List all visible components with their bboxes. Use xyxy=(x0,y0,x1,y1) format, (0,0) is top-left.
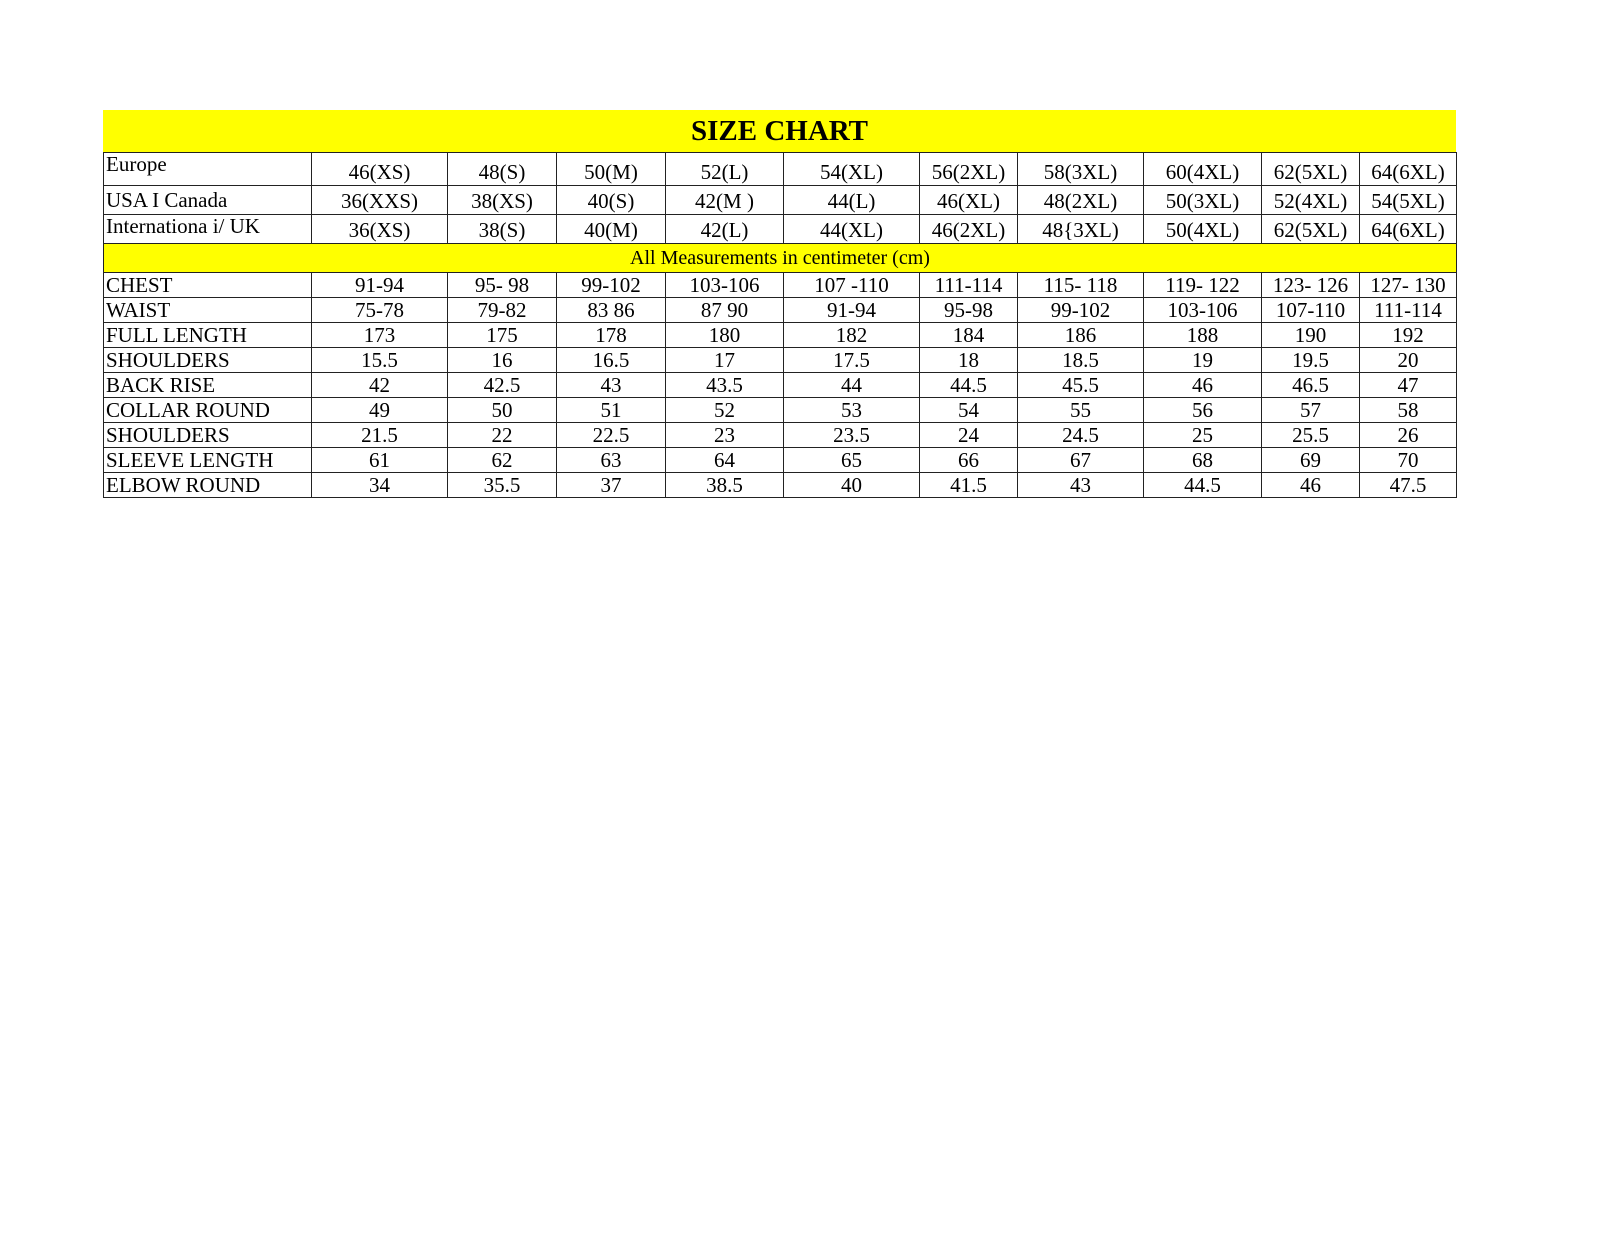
measurement-cell: 35.5 xyxy=(448,473,557,498)
measurement-label: SHOULDERS xyxy=(104,423,312,448)
measurements-banner-row xyxy=(104,244,1457,273)
measurement-cell: 34 xyxy=(312,473,448,498)
measurement-cell: 111-114 xyxy=(1360,298,1457,323)
measurement-cell: 45.5 xyxy=(1018,373,1144,398)
size-cell: 60(4XL) xyxy=(1144,153,1262,186)
measurement-cell: 46 xyxy=(1262,473,1360,498)
size-cell: 46(XL) xyxy=(920,186,1018,215)
measurement-cell: 16.5 xyxy=(557,348,666,373)
measurement-row xyxy=(104,298,1457,323)
measurement-row xyxy=(104,423,1457,448)
measurement-cell: 103-106 xyxy=(1144,298,1262,323)
measurement-row xyxy=(104,323,1457,348)
size-cell: 42(M ) xyxy=(666,186,784,215)
measurement-cell: 115- 118 xyxy=(1018,273,1144,298)
measurement-cell: 47 xyxy=(1360,373,1457,398)
size-cell: 56(2XL) xyxy=(920,153,1018,186)
measurement-cell: 123- 126 xyxy=(1262,273,1360,298)
size-chart-body xyxy=(104,153,1457,498)
measurement-row xyxy=(104,373,1457,398)
measurement-cell: 66 xyxy=(920,448,1018,473)
measurement-cell: 22.5 xyxy=(557,423,666,448)
measurement-cell: 22 xyxy=(448,423,557,448)
size-cell: 42(L) xyxy=(666,215,784,244)
size-cell: 50(M) xyxy=(557,153,666,186)
measurement-cell: 67 xyxy=(1018,448,1144,473)
size-cell: 64(6XL) xyxy=(1360,153,1457,186)
measurement-cell: 50 xyxy=(448,398,557,423)
measurement-cell: 42 xyxy=(312,373,448,398)
size-row xyxy=(104,215,1457,244)
measurement-cell: 87 90 xyxy=(666,298,784,323)
measurement-cell: 95- 98 xyxy=(448,273,557,298)
measurement-cell: 21.5 xyxy=(312,423,448,448)
measurement-row xyxy=(104,448,1457,473)
measurement-cell: 70 xyxy=(1360,448,1457,473)
measurement-cell: 68 xyxy=(1144,448,1262,473)
measurement-cell: 43 xyxy=(1018,473,1144,498)
measurement-cell: 127- 130 xyxy=(1360,273,1457,298)
size-chart-sheet xyxy=(103,110,1456,498)
measurement-cell: 46 xyxy=(1144,373,1262,398)
size-cell: 38(S) xyxy=(448,215,557,244)
size-cell: 50(4XL) xyxy=(1144,215,1262,244)
measurement-cell: 44 xyxy=(784,373,920,398)
measurement-cell: 18.5 xyxy=(1018,348,1144,373)
measurement-cell: 24 xyxy=(920,423,1018,448)
measurement-cell: 26 xyxy=(1360,423,1457,448)
measurement-cell: 47.5 xyxy=(1360,473,1457,498)
measurement-row xyxy=(104,348,1457,373)
size-cell: 48{3XL) xyxy=(1018,215,1144,244)
measurement-cell: 46.5 xyxy=(1262,373,1360,398)
size-row xyxy=(104,153,1457,186)
measurement-cell: 43 xyxy=(557,373,666,398)
measurement-cell: 91-94 xyxy=(784,298,920,323)
size-row-label: USA I Canada xyxy=(104,186,312,215)
measurement-label: SLEEVE LENGTH xyxy=(104,448,312,473)
measurement-cell: 55 xyxy=(1018,398,1144,423)
measurement-cell: 25.5 xyxy=(1262,423,1360,448)
measurement-cell: 69 xyxy=(1262,448,1360,473)
measurement-cell: 63 xyxy=(557,448,666,473)
measurement-cell: 188 xyxy=(1144,323,1262,348)
measurement-cell: 61 xyxy=(312,448,448,473)
measurement-cell: 91-94 xyxy=(312,273,448,298)
measurement-row xyxy=(104,273,1457,298)
measurement-cell: 186 xyxy=(1018,323,1144,348)
measurement-label: ELBOW ROUND xyxy=(104,473,312,498)
measurement-label: COLLAR ROUND xyxy=(104,398,312,423)
measurement-cell: 23.5 xyxy=(784,423,920,448)
size-cell: 62(5XL) xyxy=(1262,215,1360,244)
measurement-cell: 41.5 xyxy=(920,473,1018,498)
measurement-cell: 23 xyxy=(666,423,784,448)
measurement-cell: 20 xyxy=(1360,348,1457,373)
size-cell: 40(M) xyxy=(557,215,666,244)
measurement-cell: 25 xyxy=(1144,423,1262,448)
measurement-cell: 51 xyxy=(557,398,666,423)
measurement-cell: 37 xyxy=(557,473,666,498)
measurement-cell: 19.5 xyxy=(1262,348,1360,373)
measurement-cell: 43.5 xyxy=(666,373,784,398)
measurement-cell: 52 xyxy=(666,398,784,423)
measurement-cell: 95-98 xyxy=(920,298,1018,323)
measurement-cell: 57 xyxy=(1262,398,1360,423)
measurement-label: WAIST xyxy=(104,298,312,323)
size-cell: 48(2XL) xyxy=(1018,186,1144,215)
measurement-cell: 103-106 xyxy=(666,273,784,298)
size-cell: 64(6XL) xyxy=(1360,215,1457,244)
measurement-cell: 53 xyxy=(784,398,920,423)
size-cell: 58(3XL) xyxy=(1018,153,1144,186)
size-cell: 44(L) xyxy=(784,186,920,215)
size-chart-table xyxy=(103,152,1457,498)
measurement-row xyxy=(104,473,1457,498)
measurement-cell: 40 xyxy=(784,473,920,498)
measurement-label: FULL LENGTH xyxy=(104,323,312,348)
measurement-cell: 111-114 xyxy=(920,273,1018,298)
size-chart-title: SIZE CHART xyxy=(103,110,1456,152)
size-cell: 62(5XL) xyxy=(1262,153,1360,186)
size-cell: 44(XL) xyxy=(784,215,920,244)
size-cell: 38(XS) xyxy=(448,186,557,215)
measurements-unit-banner: All Measurements in centimeter (cm) xyxy=(104,244,1457,273)
size-cell: 36(XS) xyxy=(312,215,448,244)
measurement-cell: 107-110 xyxy=(1262,298,1360,323)
size-cell: 40(S) xyxy=(557,186,666,215)
size-cell: 36(XXS) xyxy=(312,186,448,215)
measurement-cell: 182 xyxy=(784,323,920,348)
size-cell: 52(4XL) xyxy=(1262,186,1360,215)
size-cell: 46(XS) xyxy=(312,153,448,186)
measurement-cell: 178 xyxy=(557,323,666,348)
measurement-cell: 44.5 xyxy=(1144,473,1262,498)
measurement-cell: 17.5 xyxy=(784,348,920,373)
size-row-label: Internationa i/ UK xyxy=(104,215,312,244)
size-cell: 52(L) xyxy=(666,153,784,186)
measurement-cell: 75-78 xyxy=(312,298,448,323)
measurement-cell: 42.5 xyxy=(448,373,557,398)
measurement-cell: 15.5 xyxy=(312,348,448,373)
measurement-cell: 192 xyxy=(1360,323,1457,348)
measurement-cell: 16 xyxy=(448,348,557,373)
measurement-cell: 64 xyxy=(666,448,784,473)
measurement-cell: 65 xyxy=(784,448,920,473)
size-cell: 48(S) xyxy=(448,153,557,186)
measurement-cell: 180 xyxy=(666,323,784,348)
measurement-cell: 17 xyxy=(666,348,784,373)
measurement-cell: 184 xyxy=(920,323,1018,348)
measurement-cell: 18 xyxy=(920,348,1018,373)
measurement-cell: 38.5 xyxy=(666,473,784,498)
measurement-cell: 54 xyxy=(920,398,1018,423)
measurement-cell: 99-102 xyxy=(557,273,666,298)
measurement-cell: 56 xyxy=(1144,398,1262,423)
size-cell: 46(2XL) xyxy=(920,215,1018,244)
measurement-cell: 62 xyxy=(448,448,557,473)
measurement-row xyxy=(104,398,1457,423)
size-row xyxy=(104,186,1457,215)
size-cell: 54(XL) xyxy=(784,153,920,186)
measurement-cell: 79-82 xyxy=(448,298,557,323)
size-cell: 54(5XL) xyxy=(1360,186,1457,215)
size-cell: 50(3XL) xyxy=(1144,186,1262,215)
measurement-cell: 107 -110 xyxy=(784,273,920,298)
measurement-cell: 173 xyxy=(312,323,448,348)
measurement-cell: 58 xyxy=(1360,398,1457,423)
measurement-cell: 24.5 xyxy=(1018,423,1144,448)
measurement-cell: 175 xyxy=(448,323,557,348)
measurement-cell: 83 86 xyxy=(557,298,666,323)
measurement-label: CHEST xyxy=(104,273,312,298)
measurement-cell: 49 xyxy=(312,398,448,423)
measurement-cell: 119- 122 xyxy=(1144,273,1262,298)
size-row-label: Europe xyxy=(104,153,312,186)
measurement-cell: 19 xyxy=(1144,348,1262,373)
measurement-label: BACK RISE xyxy=(104,373,312,398)
measurement-cell: 190 xyxy=(1262,323,1360,348)
measurement-cell: 44.5 xyxy=(920,373,1018,398)
measurement-cell: 99-102 xyxy=(1018,298,1144,323)
measurement-label: SHOULDERS xyxy=(104,348,312,373)
